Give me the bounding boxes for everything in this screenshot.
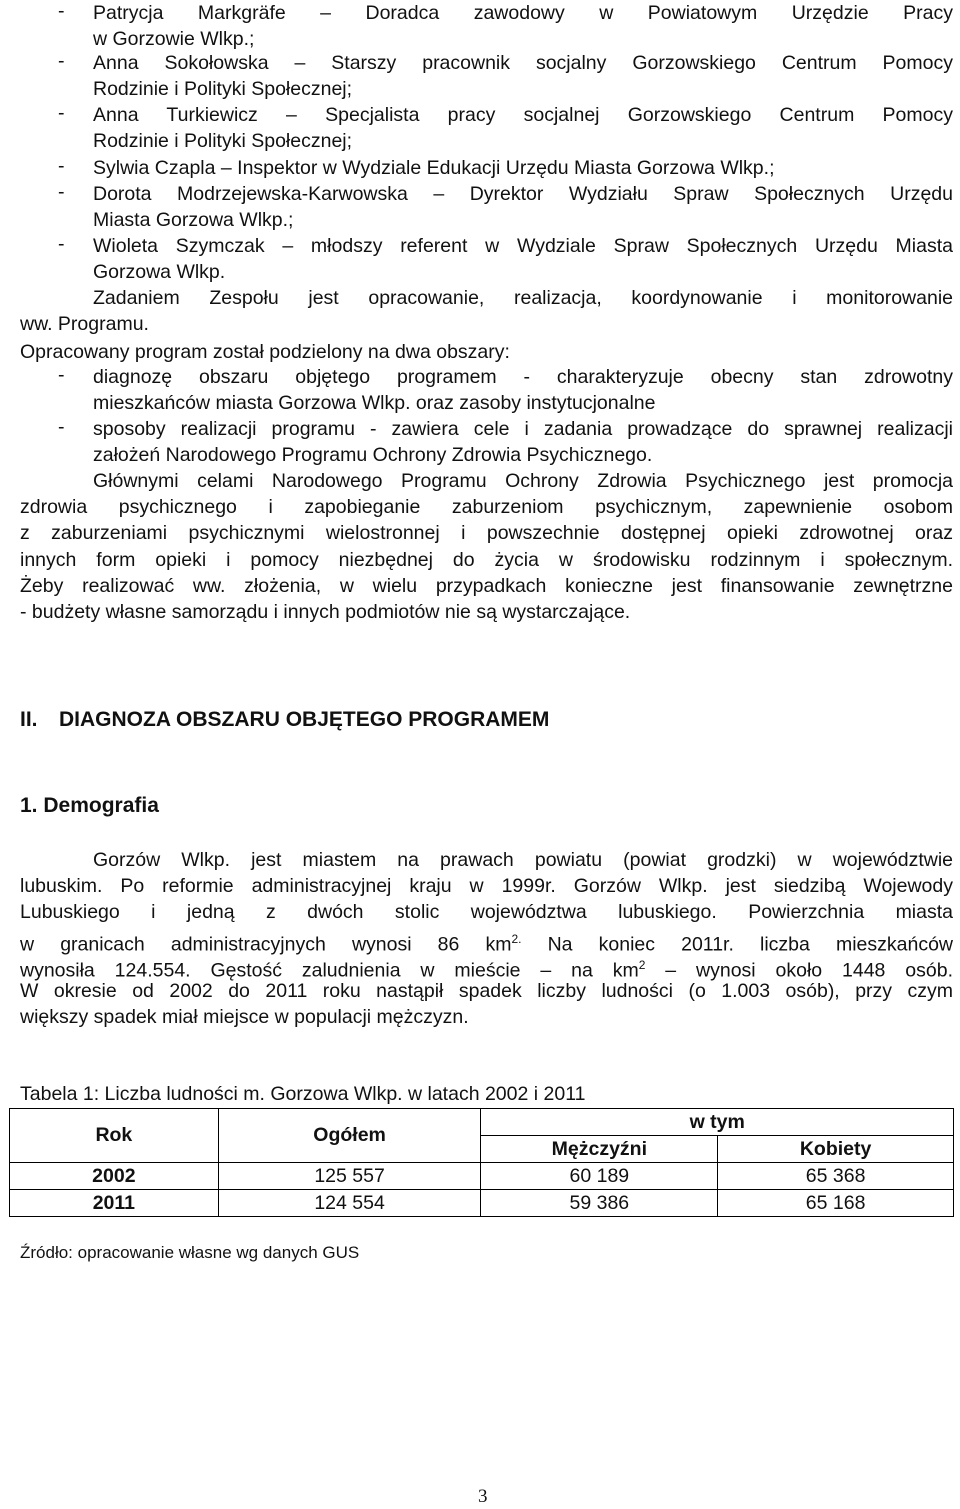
text-run: w granicach administracyjnych wynosi 86 km (20, 933, 512, 956)
text-run: wynosiła 124.554. Gęstość zaludnienia w mieście – na km (20, 959, 639, 982)
list-dash: - (58, 416, 65, 438)
list-dash: - (58, 102, 65, 124)
paragraph-line: ww. Programu. (20, 313, 149, 336)
paragraph-line: Żeby realizować ww. złożenia, w wielu przypadkach konieczne jest finansowanie zewnętrzne (20, 574, 953, 597)
list-item-line: Anna Sokołowska – Starszy pracownik socjalny Gorzowskiego Centrum Pomocy (93, 52, 953, 74)
paragraph-line: z zaburzeniami psychicznymi wielostronnej i powszechnie dostępnej opieki zdrowotnej oraz (20, 522, 953, 545)
list-item (93, 50, 953, 102)
list-item-line: sposoby realizacji programu - zawiera cele i zadania prowadzące do sprawnej realizacji (93, 418, 953, 440)
list-item-line: diagnozę obszaru objętego programem - charakteryzuje obecny stan zdrowotny (93, 366, 953, 388)
program-intro: Opracowany program został podzielony na dwa obszary: (20, 341, 510, 363)
section-title: DIAGNOZA OBSZARU OBJĘTEGO PROGRAMEM (59, 708, 550, 731)
team-task-paragraph (20, 285, 953, 337)
list-item (93, 233, 953, 285)
list-item-line: Rodzinie i Polityki Społecznej; (93, 78, 353, 100)
paragraph-line: Lubuskiego i jedną z dwóch stolic województwa lubuskiego. Powierzchnia miasta (20, 901, 953, 924)
header-total: Ogółem (218, 1109, 481, 1163)
list-dash: - (58, 181, 65, 203)
cell-men: 59 386 (481, 1190, 718, 1217)
page-number: 3 (478, 1486, 488, 1507)
table-row (10, 1163, 954, 1190)
list-item-line: Dorota Modrzejewska-Karwowska – Dyrektor Wydziału Spraw Społecznych Urzędu (93, 183, 953, 205)
list-item (93, 155, 953, 181)
header-men: Mężczyźni (481, 1136, 718, 1163)
list-item (93, 181, 953, 233)
section-number: II. (20, 708, 38, 731)
superscript: 2 (638, 957, 646, 972)
list-dash: - (58, 50, 65, 72)
subsection-title: 1. Demografia (20, 794, 159, 817)
cell-women: 65 368 (718, 1163, 954, 1190)
table-header-row (10, 1109, 954, 1136)
list-dash: - (58, 233, 65, 255)
list-item-line: Gorzowa Wlkp. (93, 261, 226, 283)
table-source: Źródło: opracowanie własne wg danych GUS (20, 1243, 360, 1262)
paragraph-line (20, 926, 954, 956)
paragraph-line: W okresie od 2002 do 2011 roku nastąpił spadek liczby ludności (o 1.003 osób), przy czym (20, 979, 953, 1002)
cell-total: 125 557 (218, 1163, 481, 1190)
list-item (93, 364, 953, 416)
list-item (93, 102, 953, 154)
list-dash: - (58, 0, 65, 22)
superscript: 2. (511, 931, 522, 946)
list-dash: - (58, 364, 65, 386)
paragraph-line: innych form opieki i pomocy niezbędnej do życia w środowisku rodzinnym i społecznym. (20, 548, 953, 571)
list-item-line: w Gorzowie Wlkp.; (93, 28, 255, 50)
list-item-line: Patrycja Markgräfe – Doradca zawodowy w Powiatowym Urzędzie Pracy (93, 2, 953, 24)
paragraph-line (20, 952, 953, 982)
demography-paragraph (20, 847, 953, 1030)
goals-paragraph (20, 468, 953, 625)
text-run: Na koniec 2011r. liczba mieszkańców (521, 933, 954, 956)
list-item-line: mieszkańców miasta Gorzowa Wlkp. oraz zasoby instytucjonalne (93, 392, 656, 414)
paragraph-line: zdrowia psychicznego i zapobieganie zaburzeniom psychicznym, zapewnienie osobom (20, 496, 953, 519)
list-item-line: Wioleta Szymczak – młodszy referent w Wydziale Spraw Społecznych Urzędu Miasta (93, 235, 953, 257)
table-caption: Tabela 1: Liczba ludności m. Gorzowa Wlkp. w latach 2002 i 2011 (20, 1083, 586, 1105)
cell-year: 2011 (10, 1190, 219, 1217)
paragraph-line: - budżety własne samorządu i innych podmiotów nie są wystarczające. (20, 600, 631, 623)
paragraph-line: większy spadek miał miejsce w populacji mężczyzn. (20, 1006, 469, 1029)
cell-women: 65 168 (718, 1190, 954, 1217)
list-item-line: Sylwia Czapla – Inspektor w Wydziale Edukacji Urzędu Miasta Gorzowa Wlkp.; (93, 157, 775, 179)
cell-men: 60 189 (481, 1163, 718, 1190)
text-run: – wynosi około 1448 osób. (645, 959, 953, 982)
list-item-line: założeń Narodowego Programu Ochrony Zdrowia Psychicznego. (93, 444, 653, 466)
header-group: w tym (481, 1109, 954, 1136)
list-item-line: Rodzinie i Polityki Społecznej; (93, 130, 353, 152)
paragraph-line: Głównymi celami Narodowego Programu Ochrony Zdrowia Psychicznego jest promocja (93, 470, 953, 492)
header-women: Kobiety (718, 1136, 954, 1163)
list-item (93, 416, 953, 468)
cell-year: 2002 (10, 1163, 219, 1190)
paragraph-line: Zadaniem Zespołu jest opracowanie, realizacja, koordynowanie i monitorowanie (93, 287, 953, 309)
list-item (93, 0, 953, 52)
list-item-line: Anna Turkiewicz – Specjalista pracy socjalnej Gorzowskiego Centrum Pomocy (93, 104, 953, 126)
cell-total: 124 554 (218, 1190, 481, 1217)
population-table (9, 1108, 954, 1217)
table-row (10, 1190, 954, 1217)
header-year: Rok (10, 1109, 219, 1163)
paragraph-line: Gorzów Wlkp. jest miastem na prawach powiatu (powiat grodzki) w województwie (93, 849, 953, 871)
paragraph-line: lubuskim. Po reformie administracyjnej kraju w 1999r. Gorzów Wlkp. jest siedzibą Wojewody (20, 875, 953, 898)
list-item-line: Miasta Gorzowa Wlkp.; (93, 209, 294, 231)
list-dash: - (58, 155, 65, 177)
